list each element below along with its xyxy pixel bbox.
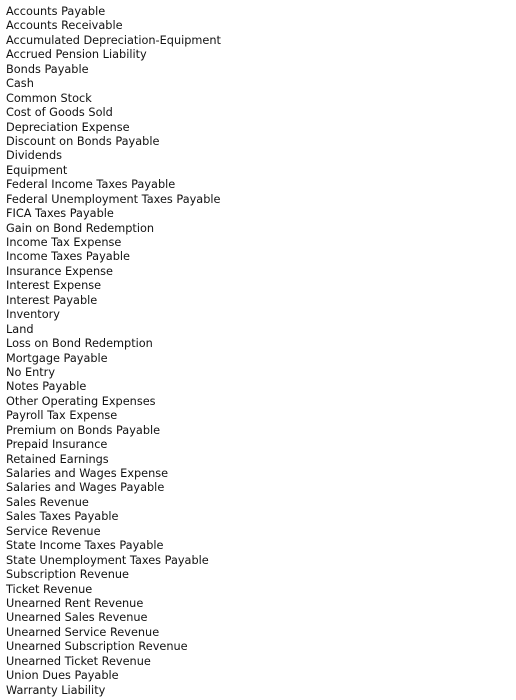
account-option[interactable]: Accrued Pension Liability — [6, 48, 147, 62]
account-option[interactable]: Accounts Receivable — [6, 19, 123, 33]
account-option[interactable]: Sales Revenue — [6, 495, 89, 509]
account-option[interactable]: Income Taxes Payable — [6, 250, 130, 264]
account-option[interactable]: Retained Earnings — [6, 452, 109, 466]
account-option[interactable]: Prepaid Insurance — [6, 438, 108, 452]
account-option[interactable]: Federal Income Taxes Payable — [6, 178, 176, 192]
account-option[interactable]: Notes Payable — [6, 380, 87, 394]
account-option[interactable]: Unearned Subscription Revenue — [6, 640, 188, 654]
account-option[interactable]: Cash — [6, 77, 34, 91]
account-option[interactable]: Inventory — [6, 308, 60, 322]
account-option[interactable]: Ticket Revenue — [6, 582, 93, 596]
account-option[interactable]: Interest Payable — [6, 293, 98, 307]
account-option[interactable]: No Entry — [6, 365, 56, 379]
account-option[interactable]: Loss on Bond Redemption — [6, 337, 153, 351]
account-option[interactable]: Federal Unemployment Taxes Payable — [6, 192, 221, 206]
account-option[interactable]: Unearned Rent Revenue — [6, 596, 144, 610]
account-option[interactable]: Union Dues Payable — [6, 669, 119, 683]
account-option[interactable]: Insurance Expense — [6, 264, 113, 278]
account-option[interactable]: State Unemployment Taxes Payable — [6, 553, 209, 567]
account-option[interactable]: Payroll Tax Expense — [6, 409, 118, 423]
account-option[interactable]: Land — [6, 322, 34, 336]
account-option[interactable]: Warranty Liability — [6, 683, 106, 697]
account-option[interactable]: Salaries and Wages Expense — [6, 467, 169, 480]
account-option[interactable]: FICA Taxes Payable — [6, 207, 114, 221]
account-option[interactable]: Cost of Goods Sold — [6, 106, 113, 120]
account-option[interactable]: Discount on Bonds Payable — [6, 134, 160, 148]
account-option[interactable]: Unearned Service Revenue — [6, 625, 160, 639]
account-option[interactable]: Interest Expense — [6, 279, 102, 293]
account-option[interactable]: Equipment — [6, 163, 68, 177]
account-option[interactable]: Accumulated Depreciation-Equipment — [6, 33, 221, 47]
account-option[interactable]: Common Stock — [6, 91, 92, 105]
account-option[interactable]: Bonds Payable — [6, 62, 89, 76]
account-option[interactable]: Service Revenue — [6, 524, 101, 538]
account-option[interactable]: Subscription Revenue — [6, 568, 129, 582]
account-option[interactable]: State Income Taxes Payable — [6, 539, 164, 553]
account-option[interactable]: Premium on Bonds Payable — [6, 423, 161, 437]
account-option[interactable]: Depreciation Expense — [6, 120, 130, 134]
account-option[interactable]: Dividends — [6, 149, 62, 163]
account-option[interactable]: Income Tax Expense — [6, 236, 122, 249]
account-option[interactable]: Unearned Sales Revenue — [6, 611, 148, 625]
account-titles-list — [6, 5, 221, 698]
account-option[interactable]: Salaries and Wages Payable — [6, 481, 165, 495]
account-option[interactable]: Sales Taxes Payable — [6, 510, 119, 524]
account-option[interactable]: Accounts Payable — [6, 5, 106, 18]
account-option[interactable]: Unearned Ticket Revenue — [6, 654, 151, 668]
account-option[interactable]: Mortgage Payable — [6, 351, 108, 365]
account-option[interactable]: Gain on Bond Redemption — [6, 221, 155, 235]
account-option[interactable]: Other Operating Expenses — [6, 394, 156, 408]
